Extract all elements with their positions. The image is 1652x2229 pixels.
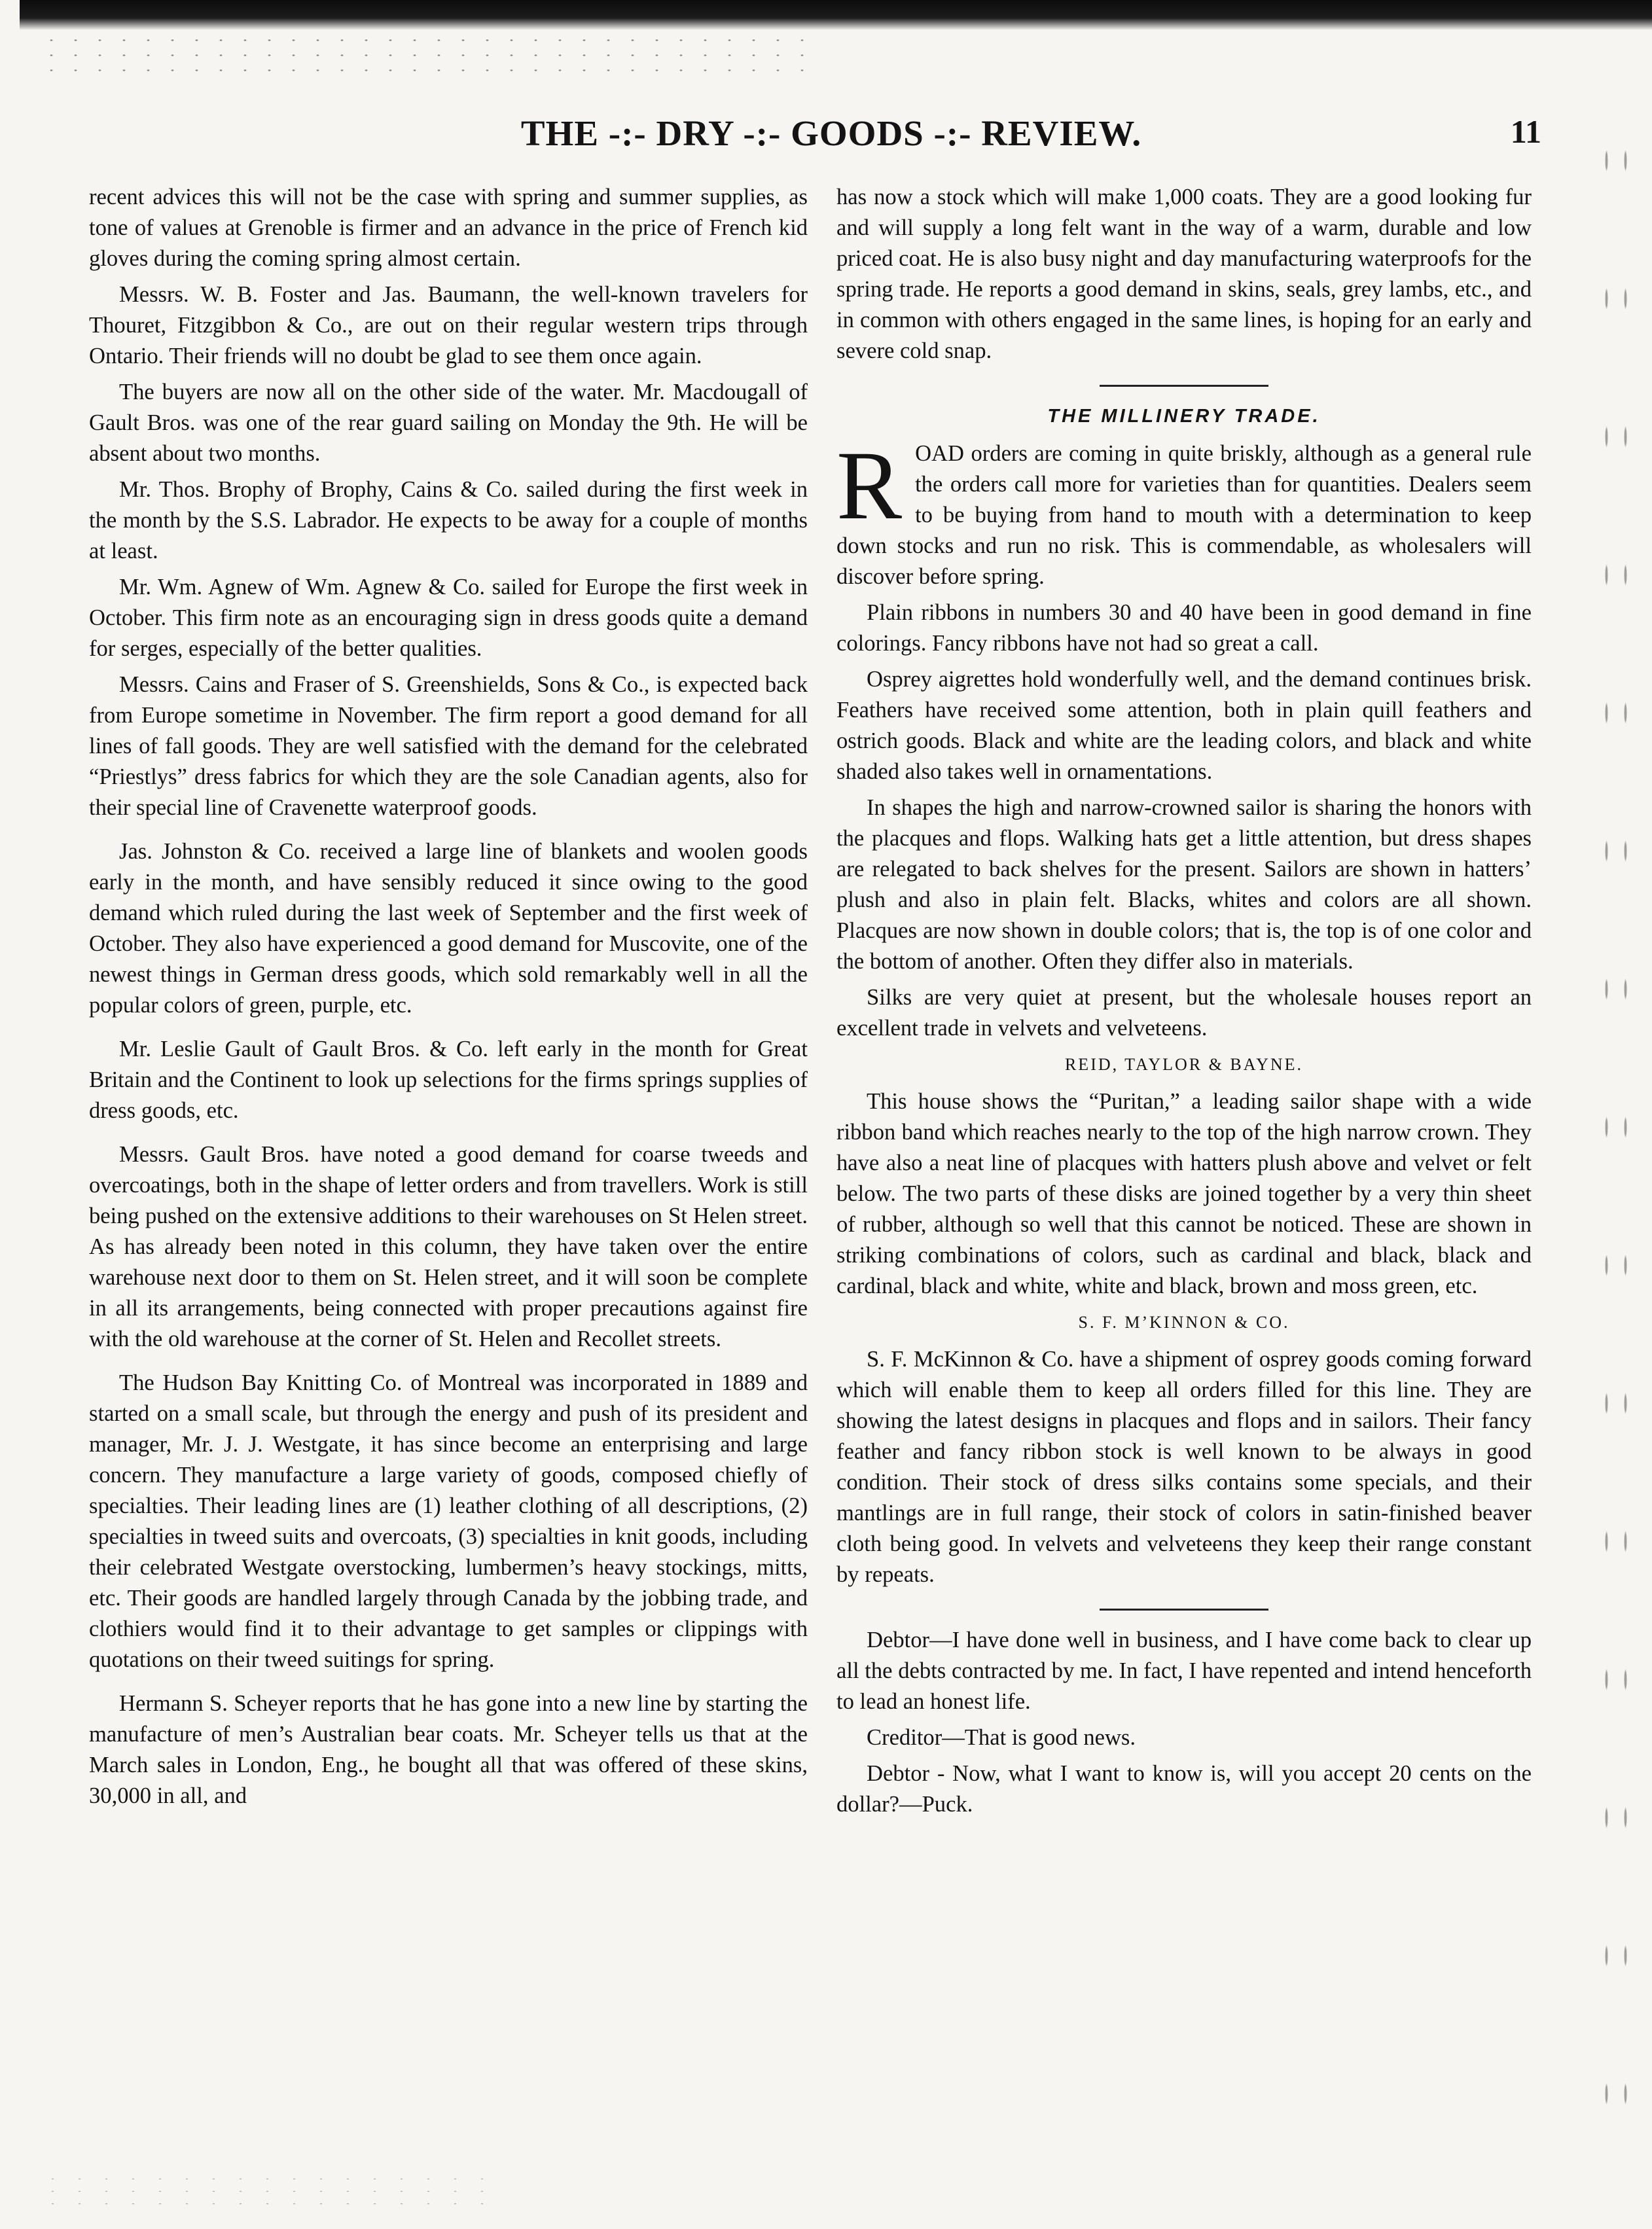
paragraph-scheyer: Hermann S. Scheyer reports that he has gone into a new line by starting the manufacture of men’s Australian bear coats. Mr. Scheyer tells us that at the March sales in London, Eng., he bought all that was offered of these skins, 30,000 in all, and xyxy=(89,1691,808,1808)
running-head: THE -:- DRY -:- GOODS -:- REVIEW. xyxy=(520,113,1142,153)
millinery-section-title: THE MILLINERY TRADE. xyxy=(1047,406,1321,427)
page-number: 11 xyxy=(1510,113,1541,150)
section-divider xyxy=(1100,385,1268,387)
left-column xyxy=(89,182,808,1817)
millinery-intro-text: OAD orders are coming in quite briskly, although as a general rule the orders call more for varieties than for quantities. Dealers seem to be buying from hand to mouth with a determination to keep down stocks and run no risk. This is commendable, as wholesalers will discover before spring. xyxy=(836,441,1532,589)
paragraph-hudson-bay: The Hudson Bay Knitting Co. of Montreal was incorporated in 1889 and started on a small scale, but through the energy and push of its president and manager, Mr. J. J. Westgate, it has since become an enterprising and large concern. They manufacture a large variety of goods, composed chiefly of specialties. Their leading lines are (1) leather clothing of all descriptions, (2) specialties in tweed suits and overcoats, (3) specialties in knit goods, including their celebrated Westgate overstocking, lumbermen’s heavy stockings, mitts, etc. Their goods are handled largely through Canada by the jobbing trade, and clothiers would find it to their advantage to get samples or clippings with quotations on their tweed suitings for spring. xyxy=(89,1370,808,1672)
scan-speckle-bottom xyxy=(39,2173,497,2212)
reid-taylor-heading: REID, TAYLOR & BAYNE. xyxy=(1064,1055,1304,1074)
right-column xyxy=(836,182,1532,1825)
paragraph-debtor-2: Debtor - Now, what I want to know is, will you accept 20 cents on the dollar?—Puck. xyxy=(836,1761,1532,1817)
page-header xyxy=(0,113,1652,158)
millinery-intro xyxy=(836,431,1532,592)
paragraph-osprey: Osprey aigrettes hold wonderfully well, and the demand continues brisk. Feathers have received some attention, both in plain quill feathers and ostrich goods. Black and white are the leading colors, and black and white shaded also takes well in ornamentations. xyxy=(836,667,1532,784)
paragraph-debtor-1: Debtor—I have done well in business, and I have come back to clear up all the debts contracted by me. In fact, I have repented and intend henceforth to lead an honest life. xyxy=(836,1628,1532,1714)
scan-speckle-right xyxy=(1597,92,1630,2120)
paragraph-reid-taylor: This house shows the “Puritan,” a leading sailor shape with a wide ribbon band which reaches nearly to the top of the high narrow crown. They have also a neat line of placques with hatters plush above and velvet or felt below. The two parts of these disks are joined together by a very thin sheet of rubber, although so well that this cannot be noticed. These are shown in striking combinations of colors, such as cardinal and black, black and cardinal, black and white, white and black, brown and moss green, etc. xyxy=(836,1089,1532,1298)
paragraph-agnew: Mr. Wm. Agnew of Wm. Agnew & Co. sailed for Europe the first week in October. This firm note as an encouraging sign in dress goods quite a demand for serges, especially of the better qualities. xyxy=(89,575,808,661)
section-divider-2 xyxy=(1100,1609,1268,1611)
paragraph-foster-baumann: Messrs. W. B. Foster and Jas. Baumann, the well-known travelers for Thouret, Fitzgibbon & Co., are out on their regular western trips through Ontario. Their friends will no doubt be glad to see them once again. xyxy=(89,282,808,368)
paragraph-cains-fraser: Messrs. Cains and Fraser of S. Greenshields, Sons & Co., is expected back from Europe sometime in November. The firm report a good demand for all lines of fall goods. They are well satisfied with the demand for the celebrated “Priestlys” dress fabrics for which they are the sole Canadian agents, also for their special line of Cravenette waterproof goods. xyxy=(89,672,808,820)
paragraph-scheyer-continued: has now a stock which will make 1,000 coats. They are a good looking fur and will supply a long felt want in the way of a warm, durable and low priced coat. He is also busy night and day manufacturing waterproofs for the spring trade. He reports a good demand in skins, seals, grey lambs, etc., and in common with others engaged in the same lines, is hoping for an early and severe cold snap. xyxy=(836,185,1532,363)
paragraph-leslie-gault: Mr. Leslie Gault of Gault Bros. & Co. left early in the month for Great Britain and the Continent to look up selections for the firms springs supplies of dress goods, etc. xyxy=(89,1037,808,1123)
paragraph-grenoble-gloves: recent advices this will not be the case with spring and summer supplies, as tone of values at Grenoble is firmer and an advance in the price of French kid gloves during the coming spring almost certain. xyxy=(89,185,808,271)
paragraph-gault-bros: Messrs. Gault Bros. have noted a good demand for coarse tweeds and overcoatings, both in the shape of letter orders and from travellers. Work is still being pushed on the extensive additions to their warehouses on St Helen street. As has already been noted in this column, they have taken over the entire warehouse next door to them on St. Helen street, and it will soon be complete in all its arrangements, being connected with proper precautions against fire with the old warehouse at the corner of St. Helen and Recollet streets. xyxy=(89,1142,808,1351)
drop-cap: R xyxy=(836,431,903,540)
scan-speckle-top xyxy=(39,33,825,72)
paragraph-creditor: Creditor—That is good news. xyxy=(867,1725,1136,1750)
paragraph-silks: Silks are very quiet at present, but the wholesale houses report an excellent trade in velvets and velveteens. xyxy=(836,985,1532,1041)
paragraph-buyers-abroad: The buyers are now all on the other side of the water. Mr. Macdougall of Gault Bros. was one of the rear guard sailing on Monday the 9th. He will be absent about two months. xyxy=(89,380,808,466)
paragraph-shapes: In shapes the high and narrow-crowned sailor is sharing the honors with the placques and flops. Walking hats get a little attention, but dress shapes are relegated to back shelves for the present. Sailors are shown in hatters’ plush and also in plain felt. Blacks, whites and colors are all shown. Placques are now shown in double colors; that is, the top is of one color and the bottom of another. Often they differ also in materials. xyxy=(836,795,1532,974)
paragraph-mckinnon: S. F. McKinnon & Co. have a shipment of osprey goods coming forward which will enable them to keep all orders filled for this line. They are showing the latest designs in placques and flops and in sailors. Their fancy feather and fancy ribbon stock is well known to be always in good condition. Their stock of dress silks contains some specials, and their mantlings are in full range, their stock of colors in satin-finished beaver cloth being good. In velvets and velveteens they keep their range constant by repeats. xyxy=(836,1347,1532,1587)
scan-top-edge xyxy=(20,0,1652,30)
mckinnon-heading: S. F. M’KINNON & CO. xyxy=(1078,1313,1290,1332)
paragraph-johnston: Jas. Johnston & Co. received a large line of blankets and woolen goods early in the month, and have sensibly reduced it since owing to the good demand which ruled during the last week of September and the first week of October. They also have experienced a good demand for Muscovite, one of the newest things in German dress goods, which sold remarkably well in all the popular colors of green, purple, etc. xyxy=(89,839,808,1018)
paragraph-brophy: Mr. Thos. Brophy of Brophy, Cains & Co. sailed during the first week in the month by the S.S. Labrador. He expects to be away for a couple of months at least. xyxy=(89,477,808,563)
paragraph-ribbons: Plain ribbons in numbers 30 and 40 have been in good demand in fine colorings. Fancy ribbons have not had so great a call. xyxy=(836,600,1532,656)
